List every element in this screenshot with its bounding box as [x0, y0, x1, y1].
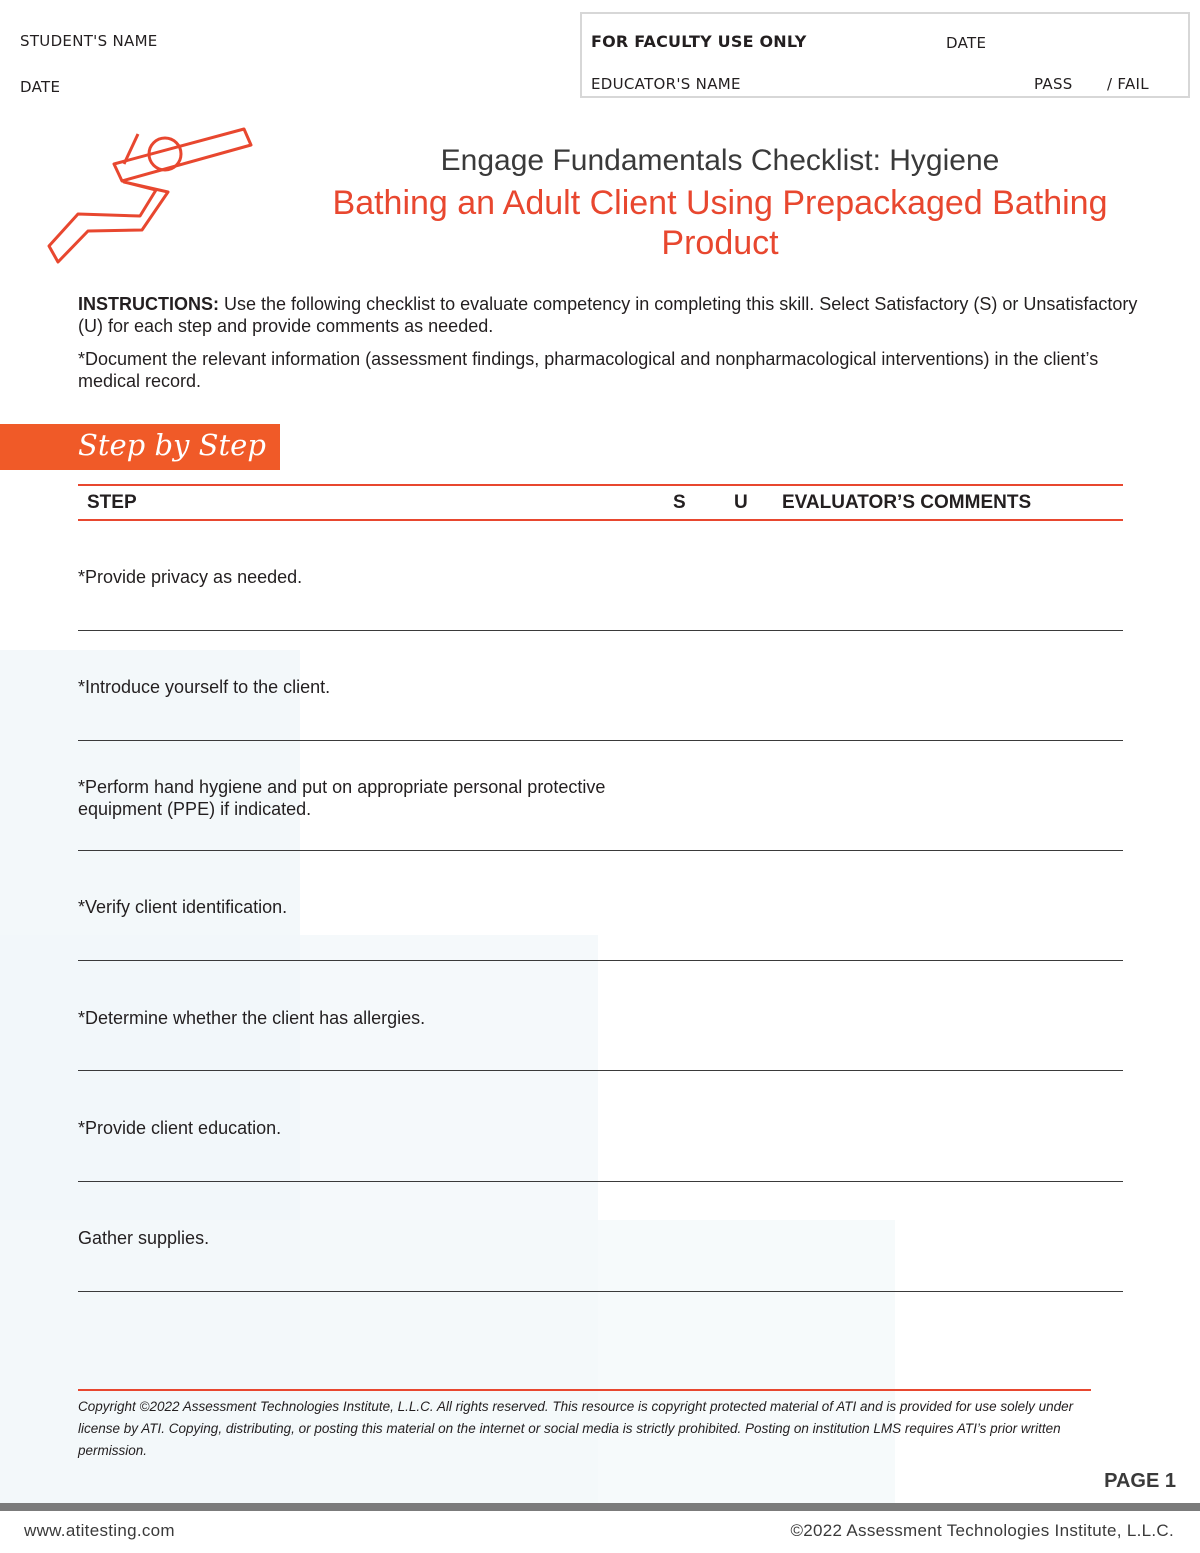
table-row [78, 1182, 1123, 1292]
website-link[interactable]: www.atitesting.com [24, 1521, 175, 1540]
step-text: *Provide privacy as needed. [78, 567, 303, 587]
comments-column-header: EVALUATOR’S COMMENTS [782, 492, 1032, 513]
table-row [78, 961, 1123, 1071]
table-header [78, 484, 1123, 521]
step-column-header: STEP [87, 492, 137, 513]
s-column-header: S [673, 492, 686, 513]
educator-name-label: EDUCATOR'S NAME [591, 75, 741, 93]
step-text: *Verify client identification. [78, 897, 288, 917]
table-row [78, 631, 1123, 741]
pass-label: PASS [1034, 75, 1073, 93]
fail-label: / FAIL [1107, 75, 1149, 93]
copyright-notice: Copyright ©2022 Assessment Technologies Institute, L.L.C. All rights reserved. This resource is copyright protected material of ATI and is provided for use solely under license by ATI. Copying, distributing, or posting this material on the internet or social media is strictly prohibited. Posting on institution LMS requires ATI’s prior written permission. [78, 1399, 1074, 1458]
faculty-use-box [580, 12, 1190, 98]
page-number: PAGE 1 [1104, 1470, 1176, 1492]
skill-title-line-1: Bathing an Adult Client Using Prepackaged Bathing [332, 184, 1108, 222]
step-text: *Provide client education. [78, 1118, 282, 1138]
step-text: *Determine whether the client has allergies. [78, 1008, 426, 1028]
step-text: *Perform hand hygiene and put on appropriate personal protective equipment (PPE) if indicated. [78, 777, 606, 819]
instructions [78, 293, 1138, 337]
instructions-text: Use the following checklist to evaluate competency in completing this skill. Select Satisfactory (S) or Unsatisfactory (U) for each step and provide comments as needed. [78, 294, 1138, 336]
footer-bar [0, 1503, 1200, 1511]
table-row [78, 521, 1123, 631]
step-text: *Introduce yourself to the client. [78, 677, 331, 697]
checklist-title: Engage Fundamentals Checklist: Hygiene [440, 144, 1000, 177]
student-date-label: DATE [20, 78, 61, 96]
faculty-title: FOR FACULTY USE ONLY [591, 32, 807, 51]
section-tab-label: Step by Step [78, 428, 266, 462]
step-text: Gather supplies. [78, 1228, 210, 1248]
faculty-date-label: DATE [946, 34, 987, 52]
copyright-divider [78, 1389, 1091, 1391]
skill-title-line-2: Product [661, 224, 779, 262]
section-tab [0, 424, 280, 470]
student-name-label: STUDENT'S NAME [20, 32, 158, 50]
table-row [78, 1072, 1123, 1182]
table-row [78, 851, 1123, 961]
footer-copyright: ©2022 Assessment Technologies Institute, L.L.C. [790, 1521, 1174, 1540]
ati-figure-logo-icon [44, 124, 254, 270]
u-column-header: U [734, 492, 748, 513]
instructions-label: INSTRUCTIONS: [78, 294, 219, 314]
documentation-note: *Document the relevant information (assessment findings, pharmacological and nonpharmacological interventions) in the client’s medical record. [78, 349, 1099, 391]
table-row [78, 741, 1123, 851]
